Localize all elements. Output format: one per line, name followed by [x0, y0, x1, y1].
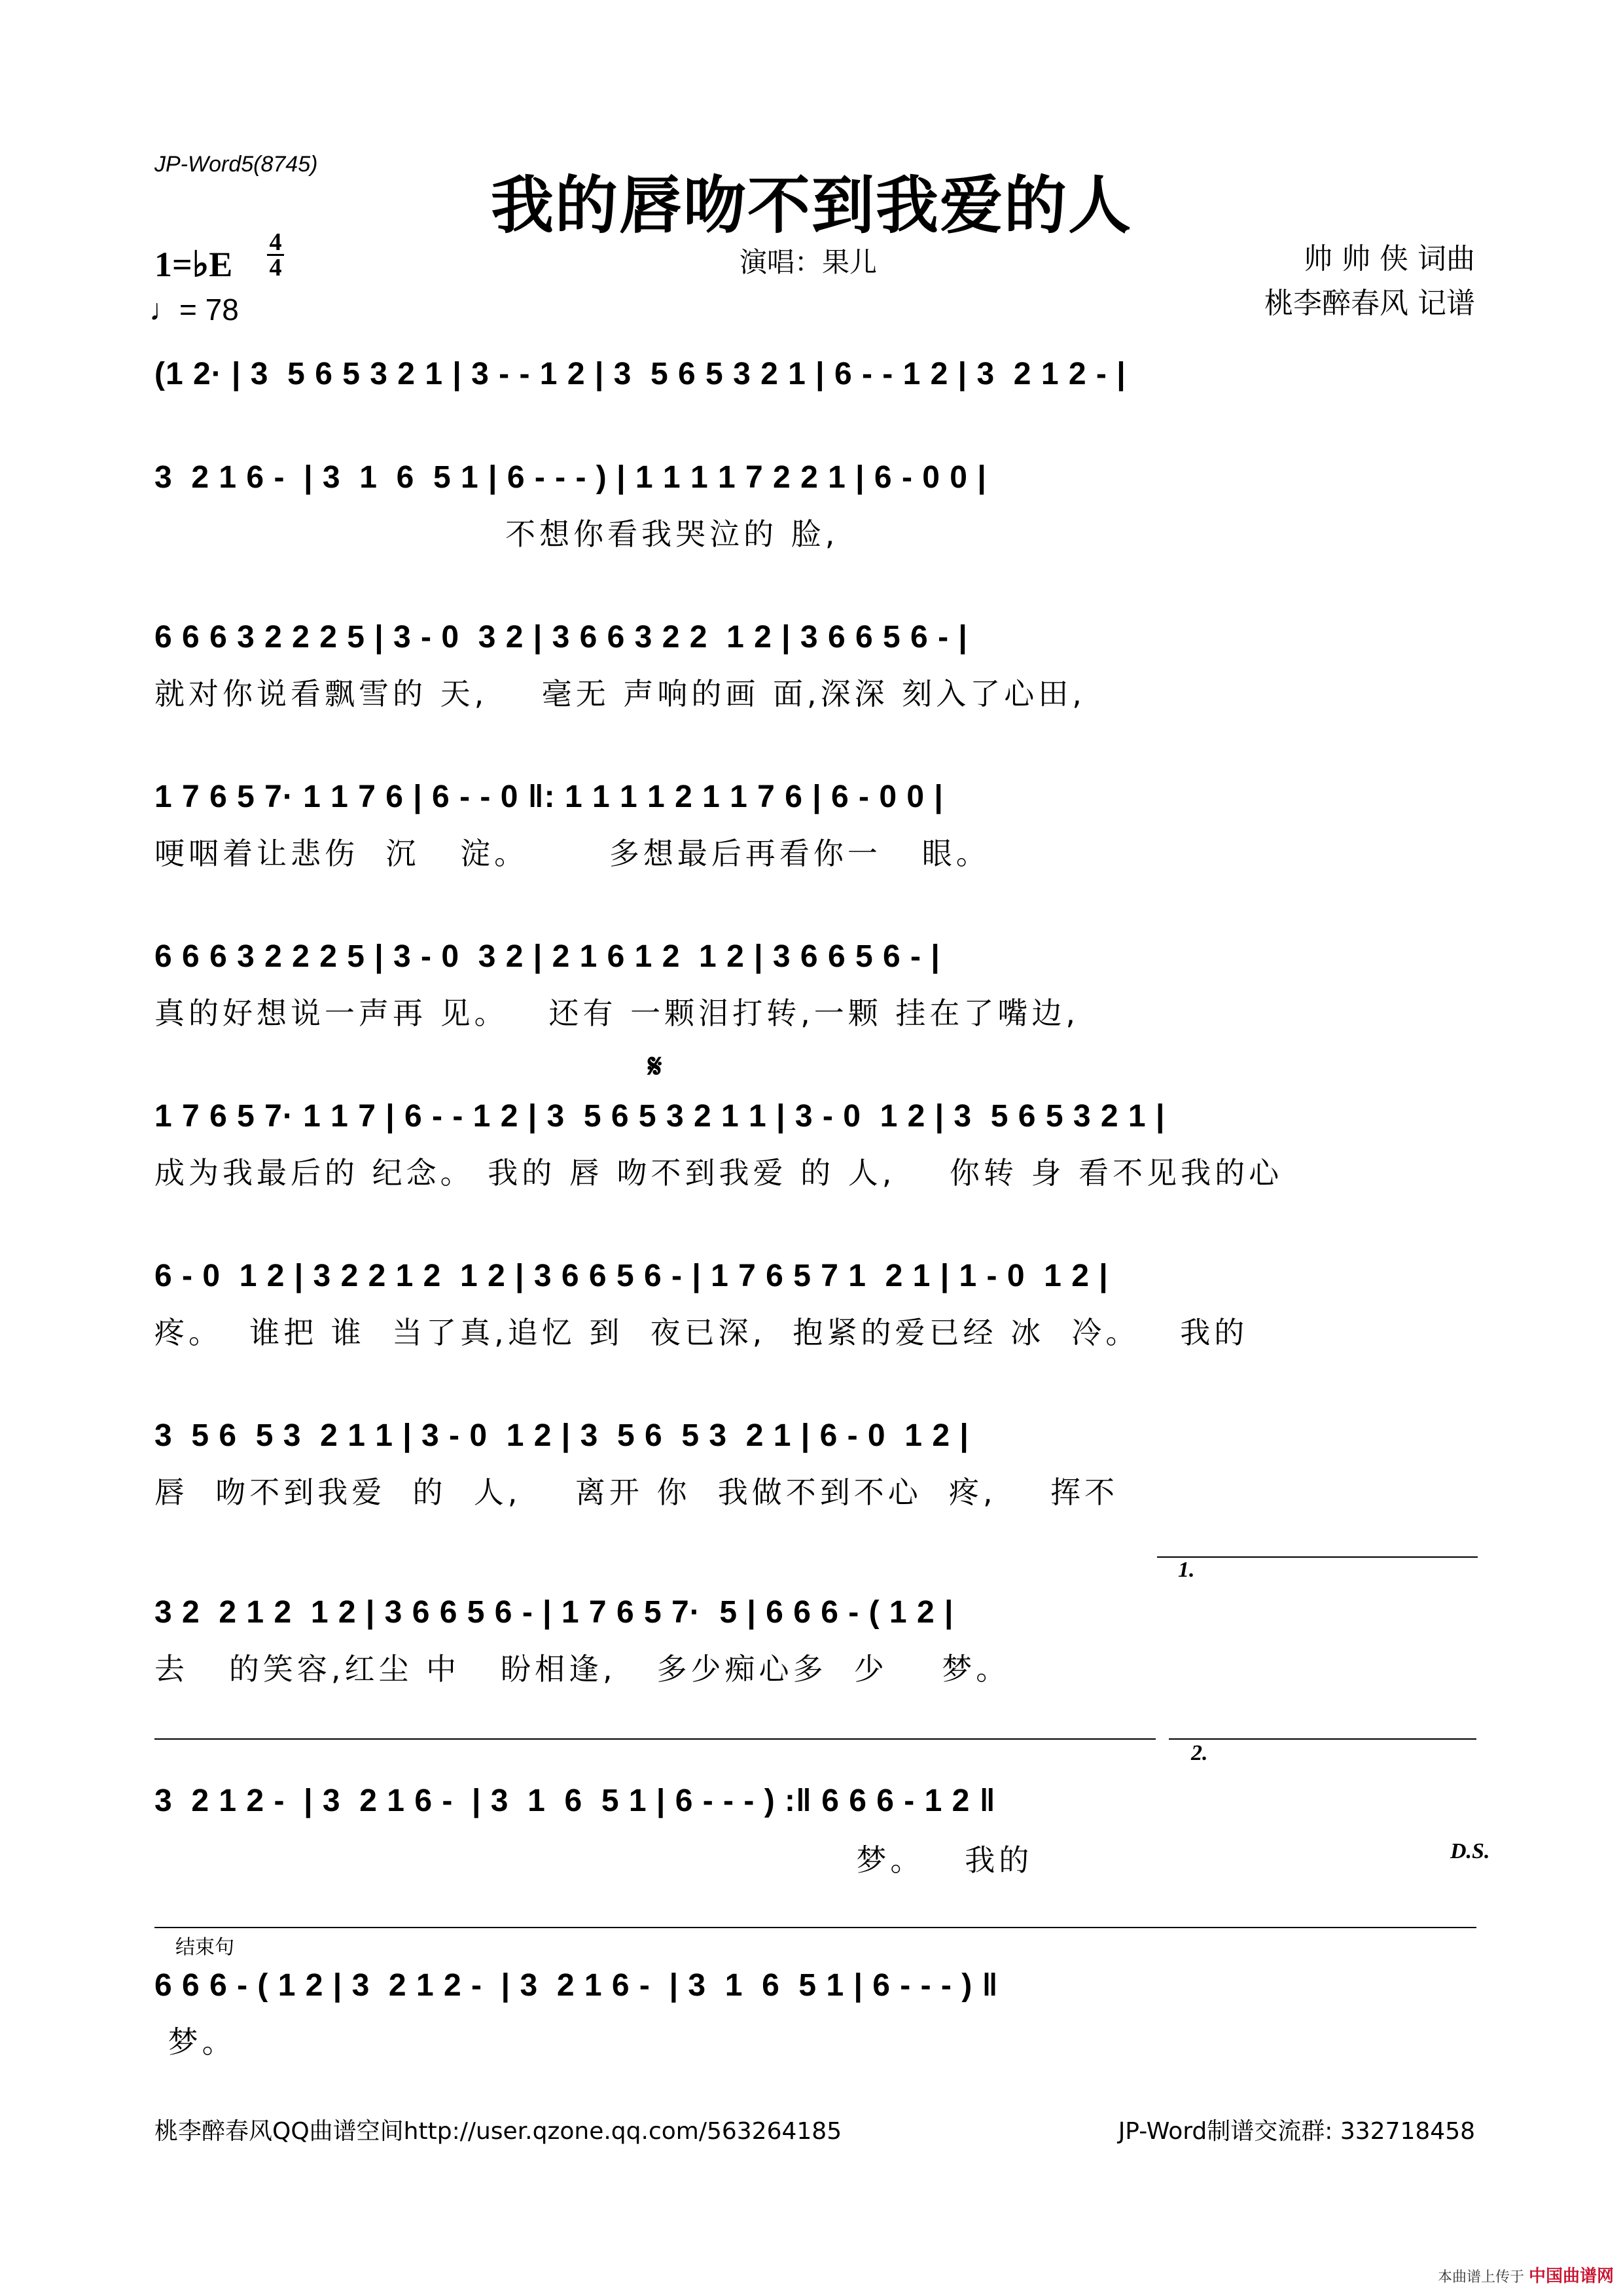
- score-row-2-notes: 3 2 1 6 - | 3 1 6 5 1 | 6 - - - ) | 1 1 1 1 7 2 2 1 | 6 - 0 0 |: [154, 460, 987, 495]
- footer-right: JP-Word制谱交流群: 332718458: [1118, 2118, 1475, 2145]
- segno-mark: 𝄋: [648, 1048, 662, 1085]
- key-signature: 1=♭E: [154, 245, 233, 284]
- ending-1-bracket: [1157, 1556, 1478, 1558]
- score-row-7-lyrics: 疼。 谁把 谁 当了真,追忆 到 夜已深, 抱紧的爱已经 冰 冷。 我的: [154, 1315, 1249, 1350]
- score-row-5-notes: 6 6 6 3 2 2 2 5 | 3 - 0 3 2 | 2 1 6 1 2 1 2 | 3 6 6 5 6 - |: [154, 939, 940, 974]
- score-row-11-notes: 6 6 6 - ( 1 2 | 3 2 1 2 - | 3 2 1 6 - | 3 1 6 5 1 | 6 - - - ) ‖: [154, 1968, 999, 2003]
- coda-bracket: [154, 1927, 1476, 1928]
- song-title: 我的唇吻不到我爱的人: [491, 168, 1132, 242]
- watermark-text: 本曲谱上传于: [1437, 2269, 1524, 2286]
- time-signature-top: 4: [269, 228, 282, 256]
- score-row-7-notes: 6 - 0 1 2 | 3 2 2 1 2 1 2 | 3 6 6 5 6 - | 1 7 6 5 7 1 2 1 | 1 - 0 1 2 |: [154, 1259, 1109, 1293]
- score-row-6-lyrics: 成为我最后的 纪念。 我的 唇 吻不到我爱 的 人, 你转 身 看不见我的心: [154, 1155, 1283, 1191]
- score-row-3-lyrics: 就对你说看飘雪的 天, 毫无 声响的画 面,深深 刻入了心田,: [154, 676, 1086, 711]
- time-signature: [267, 230, 284, 279]
- score-row-9-lyrics: 去 的笑容,红尘 中 盼相逢, 多少痴心多 少 梦。: [154, 1651, 1010, 1687]
- score-row-3-notes: 6 6 6 3 2 2 2 5 | 3 - 0 3 2 | 3 6 6 3 2 2 1 2 | 3 6 6 5 6 - |: [154, 620, 968, 655]
- score-row-4-notes: 1 7 6 5 7· 1 1 7 6 | 6 - - 0 ‖: 1 1 1 1 2 1 1 7 6 | 6 - 0 0 |: [154, 780, 944, 814]
- ds-mark: D.S.: [1450, 1839, 1490, 1863]
- watermark: [1438, 2263, 1614, 2287]
- score-row-2-lyrics: 不想你看我哭泣的 脸,: [154, 516, 839, 552]
- score-row-6-notes: 1 7 6 5 7· 1 1 7 | 6 - - 1 2 | 3 5 6 5 3 2 1 1 | 3 - 0 1 2 | 3 5 6 5 3 2 1 |: [154, 1099, 1166, 1134]
- score-row-4-lyrics: 哽咽着让悲伤 沉 淀。 多想最后再看你一 眼。: [154, 836, 990, 871]
- score-row-5-lyrics: 真的好想说一声再 见。 还有 一颗泪打转,一颗 挂在了嘴边,: [154, 996, 1079, 1031]
- ending-1-continuation: [154, 1738, 1156, 1740]
- score-row-9-notes: 3 2 2 1 2 1 2 | 3 6 6 5 6 - | 1 7 6 5 7· 5 | 6 6 6 - ( 1 2 |: [154, 1595, 954, 1630]
- ending-2-label: 2.: [1191, 1741, 1208, 1765]
- singer-credit: 演唱：果儿: [740, 246, 878, 278]
- composer-credit: 帅 帅 侠 词曲: [1304, 242, 1475, 276]
- score-row-10-notes: 3 2 1 2 - | 3 2 1 6 - | 3 1 6 5 1 | 6 - - - ) :‖ 6 6 6 - 1 2 ‖: [154, 1784, 996, 1818]
- score-row-1-notes: (1 2· | 3 5 6 5 3 2 1 | 3 - - 1 2 | 3 5 6 5 3 2 1 | 6 - - 1 2 | 3 2 1 2 - |: [154, 357, 1126, 391]
- tempo-marking: ♩= 78: [149, 293, 239, 327]
- score-row-8-notes: 3 5 6 5 3 2 1 1 | 3 - 0 1 2 | 3 5 6 5 3 2 1 | 6 - 0 1 2 |: [154, 1418, 969, 1453]
- software-label: JP-Word5(8745): [154, 152, 318, 177]
- time-signature-bottom: 4: [269, 254, 282, 281]
- credits: [1264, 237, 1475, 326]
- score-row-11-lyrics: 梦。: [154, 2024, 236, 2060]
- score-row-8-lyrics: 唇 吻不到我爱 的 人, 离开 你 我做不到不心 疼, 挥不: [154, 1475, 1119, 1510]
- ending-2-bracket: [1169, 1738, 1476, 1740]
- coda-label: 结束句: [175, 1936, 234, 1959]
- transcriber-credit: 桃李醉春风 记谱: [1264, 287, 1475, 320]
- ending-1-label: 1.: [1178, 1558, 1195, 1582]
- footer-left: 桃李醉春风QQ曲谱空间http://user.qzone.qq.com/563264185: [154, 2118, 842, 2145]
- watermark-brand: 中国曲谱网: [1528, 2267, 1614, 2286]
- score-row-10-lyrics: 梦。 我的: [154, 1842, 1033, 1878]
